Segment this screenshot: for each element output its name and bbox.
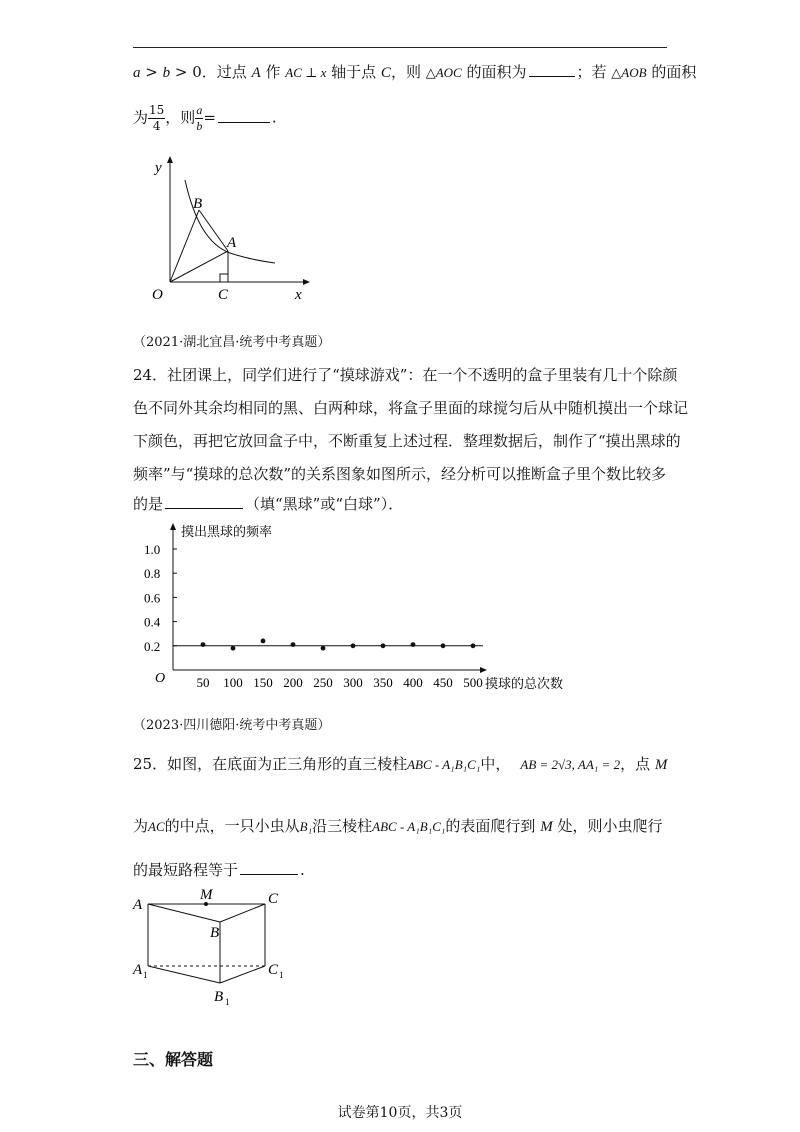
triangle-aob: △AOB [611,65,647,80]
point-m: M [540,819,553,835]
page-footer: 试卷第10页，共3页 [337,1105,463,1121]
segment-ba [199,210,228,251]
edge-bc [220,904,265,922]
y-tick-label: 0.4 [144,614,161,630]
data-point [471,643,476,648]
x-tick-label: 500 [463,675,483,690]
chart-y-label: 摸出黑球的频率 [181,524,273,539]
point-m: M [654,757,668,773]
x-tick-label: 50 [196,675,210,690]
var-a: a [133,65,141,81]
text: ，则 [165,108,196,127]
source-q24: （2021·湖北宜昌·统考中考真题） [133,335,331,350]
label-m: M [200,887,213,903]
label-b1: B [214,989,224,1005]
x-tick-label: 100 [223,675,243,690]
x-tick-label: 400 [403,675,423,690]
label-c1-sub: 1 [279,970,284,980]
label-y: y [155,160,162,176]
text: ．过点 [201,63,252,81]
q24-line2: 色不同外其余均相同的黑、白两种球，将盒子里面的球搅匀后从中随机摸出一个球记 [133,399,689,417]
label-c: C [218,287,229,303]
period: . [271,108,277,127]
text: ，点 [620,755,655,773]
q25-line2 [133,815,662,836]
x-tick-label: 350 [373,675,393,690]
right-angle-mark [220,274,228,282]
q24-line3: 下颜色，再把它放回盒子中，不断重复上述过程．整理数据后，制作了“摸出黑球的 [133,432,681,450]
answer-blank-1[interactable] [529,75,575,77]
answer-blank-3[interactable] [165,507,243,509]
point-c: C [380,65,391,81]
text: （填“黑球”或“白球”）． [245,495,404,513]
source-q25: （2023·四川德阳·统考中考真题） [133,718,331,733]
prism-figure [128,885,298,1010]
edge-b1c1 [220,966,265,983]
label-b1-sub: 1 [225,997,230,1007]
text: 的最短路程等于 [133,861,239,879]
text: 为 [133,817,149,835]
edge-ab [148,904,220,922]
data-point [381,643,386,648]
data-point [321,646,326,651]
segment-ac-expr: AC [148,819,165,834]
prism-expr: ABC - A₁B₁C₁ [407,757,481,772]
q23-line1 [133,61,696,82]
y-arrow-icon [167,156,173,163]
triangle-aoc: △AOC [425,65,462,80]
frac-den: 4 [152,119,161,133]
top-rule [133,47,667,48]
q24-line4: 频率”与“摸球的总次数”的关系图象如图所示，经分析可以推断盒子里个数比较多 [133,465,667,483]
text: 25．如图，在底面为正三角形的直三棱柱 [133,755,408,773]
label-c: C [268,891,279,907]
label-b: B [210,925,220,941]
text: 轴于点 [326,63,381,81]
fraction-15-4 [148,103,165,134]
x-tick-label: 150 [253,675,273,690]
x-tick-label: 250 [313,675,333,690]
section-heading: 三、解答题 [133,1050,214,1069]
chart-x-label: 摸球的总次数 [485,676,564,691]
segment-ob [170,210,199,282]
perp-expr: AC ⊥ x [285,65,327,80]
y-tick-label: 0.8 [144,566,161,582]
label-a: A [133,897,143,913]
label-o: O [152,287,163,303]
edge-a1b1 [148,966,220,983]
x-tick-label: 200 [283,675,303,690]
prism-expr: ABC - A₁B₁C₁ [372,819,446,834]
y-tick-label: 0.2 [144,638,161,654]
frac-num: a [196,103,203,117]
point-b1: B₁ [299,819,313,834]
data-point [201,642,206,647]
text: 的表面爬行到 [445,817,541,835]
q25-line1 [133,753,667,774]
frac-num: 15 [149,103,165,117]
text: 为 [133,108,149,127]
answer-blank-4[interactable] [240,873,298,875]
text: 的面积 [646,63,697,81]
answer-blank-2[interactable] [218,121,270,123]
x-arrow-icon [303,279,310,285]
text: 的中点，一只小虫从 [164,817,300,835]
data-point [351,643,356,648]
text: 处，则小虫爬行 [552,817,663,835]
segment-oa [170,251,228,282]
label-x: x [295,287,302,303]
q24-line5 [133,493,403,514]
y-arrow-icon [170,523,176,530]
chart-origin: O [155,671,166,686]
data-point [411,642,416,647]
x-tick-label: 450 [433,675,453,690]
label-a: A [227,235,237,251]
text: 沿三棱柱 [312,817,373,835]
frequency-chart [140,520,600,700]
label-c1: C [268,962,279,978]
point-a: A [251,65,261,81]
x-tick-label: 300 [343,675,363,690]
text: 的面积为 [461,63,527,81]
var-b: b [162,65,171,81]
text: ，则 [390,63,426,81]
gt-zero: > 0 [170,63,202,81]
hyperbola-figure [140,150,320,305]
text: 的是 [133,495,164,513]
q23-line2 [133,103,277,134]
condition-expr: AB = 2√3, AA₁ = 2 [520,757,621,772]
q25-line3 [133,859,305,880]
data-point [441,643,446,648]
q24-line1: 24．社团课上，同学们进行了“摸球游戏”：在一个不透明的盒子里装有几十个除颜 [133,366,678,384]
label-b: B [193,196,203,212]
y-tick-label: 0.6 [144,590,161,606]
text: ；若 [576,63,612,81]
data-point [231,646,236,651]
y-tick-label: 1.0 [144,542,161,557]
label-a1-sub: 1 [143,970,148,980]
x-arrow-icon [480,667,487,673]
data-point [261,639,266,644]
equals: = [203,108,216,127]
data-point [291,642,296,647]
period: . [300,861,305,879]
gt-sign: > [140,63,163,81]
frac-den: b [196,119,203,133]
label-a1: A [133,962,143,978]
text: 中， [480,755,511,773]
text: 作 [260,63,286,81]
